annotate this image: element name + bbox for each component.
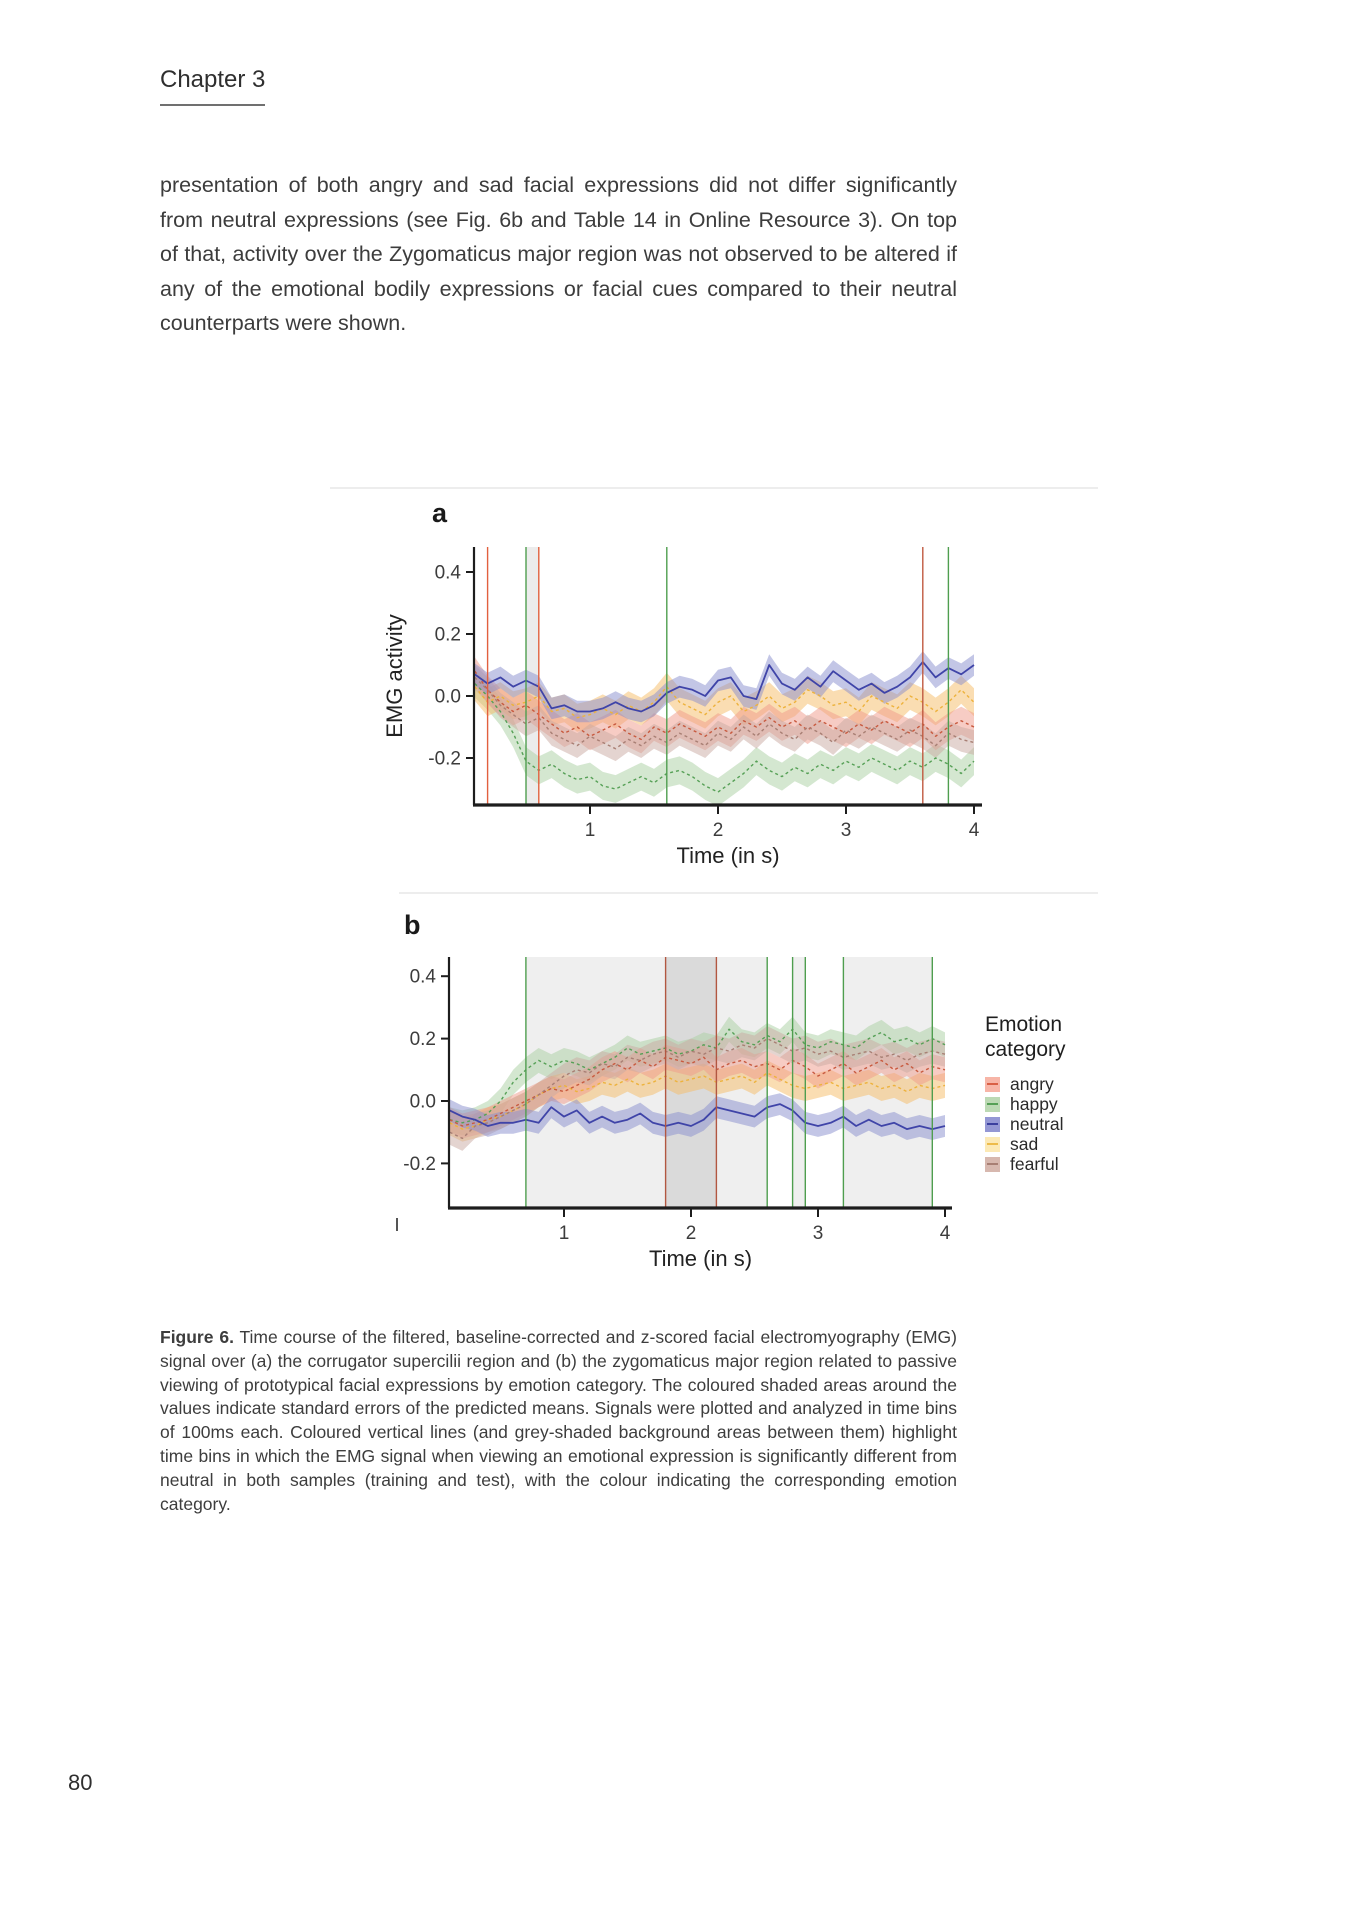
legend-title: [985, 1012, 1185, 1062]
x-tick-label: 3: [840, 820, 852, 841]
legend-items: [985, 1074, 1185, 1174]
legend-swatch-fearful: [985, 1157, 1000, 1172]
y-tick-label: 0.2: [409, 1029, 436, 1051]
legend-title-line1: Emotion: [985, 1013, 1063, 1036]
x-axis-title: Time (in s): [676, 843, 780, 868]
legend-item-label: neutral: [1010, 1114, 1064, 1134]
legend-item-sad: [985, 1134, 1185, 1154]
y-axis-title: EMG activity: [382, 614, 407, 738]
x-tick-label: 3: [812, 1223, 824, 1244]
y-tick-label: 0.2: [434, 624, 461, 646]
legend-item-label: fearful: [1010, 1154, 1059, 1174]
legend-swatch-sad: [985, 1137, 1000, 1152]
panel-a-chart: [330, 480, 1070, 880]
legend-swatch-angry: [985, 1077, 1000, 1092]
y-tick-label: -0.2: [403, 1153, 436, 1175]
legend-title-line2: category: [985, 1038, 1066, 1061]
x-tick-label: 4: [939, 1223, 951, 1244]
legend-item-neutral: [985, 1114, 1185, 1134]
x-axis-title: Time (in s): [648, 1246, 753, 1271]
panel-a-label: a: [432, 498, 448, 528]
legend-swatch-line: [987, 1103, 998, 1105]
x-tick-label: 4: [968, 820, 980, 841]
y-tick-label: -0.2: [428, 748, 461, 770]
emotion-legend: [985, 1012, 1185, 1174]
x-tick-label: 1: [584, 820, 596, 841]
x-tick-label: 2: [685, 1223, 697, 1244]
legend-item-fearful: [985, 1154, 1185, 1174]
x-tick-label: 2: [712, 820, 724, 841]
legend-item-label: happy: [1010, 1094, 1058, 1114]
panel-b-label: b: [404, 910, 421, 940]
legend-item-label: sad: [1010, 1134, 1039, 1154]
legend-item-happy: [985, 1094, 1185, 1114]
legend-swatch-neutral: [985, 1117, 1000, 1132]
legend-swatch-line: [987, 1143, 998, 1145]
legend-swatch-line: [987, 1123, 998, 1125]
y-tick-label: 0.0: [434, 686, 461, 708]
axis-origin-tick: [396, 1218, 398, 1231]
figure-caption-text: Time course of the filtered, baseline-corrected and z-scored facial electromyography (EMG) signal over (a) the corrugator supercilii region and (b) the zygomaticus major region related to passive viewing of prototypical facial expressions by emotion category. The coloured shaded areas around the values indicate standard errors of the predicted means. Signals were plotted and analyzed in time bins of 100ms each. Coloured vertical lines (and grey-shaded background areas between them) highlight time bins in which the EMG signal when viewing an emotional expression is significantly different from neutral in both samples (training and test), with the colour indicating the corresponding emotion category.: [160, 1327, 957, 1514]
figure-caption: [160, 1326, 957, 1516]
legend-swatch-line: [987, 1083, 998, 1085]
page-number: 80: [68, 1770, 93, 1795]
legend-item-angry: [985, 1074, 1185, 1094]
legend-item-label: angry: [1010, 1074, 1054, 1094]
y-tick-label: 0.4: [434, 562, 461, 584]
body-paragraph: presentation of both angry and sad facial expressions did not differ significantly from neutral expressions (see Fig. 6b and Table 14 in Online Resource 3). On top of that, activity over the Zygomaticus major region was not observed to be altered if any of the emotional bodily expressions or facial cues compared to their neutral counterparts were shown.: [160, 173, 957, 336]
x-tick-label: 1: [558, 1223, 570, 1244]
y-tick-label: 0.4: [409, 966, 436, 988]
legend-swatch-happy: [985, 1097, 1000, 1112]
legend-swatch-line: [987, 1163, 998, 1165]
panel-b-chart: [330, 890, 1070, 1295]
chapter-header: Chapter 3: [160, 66, 265, 106]
figure-caption-label: Figure 6.: [160, 1327, 234, 1347]
y-tick-label: 0.0: [409, 1091, 436, 1113]
